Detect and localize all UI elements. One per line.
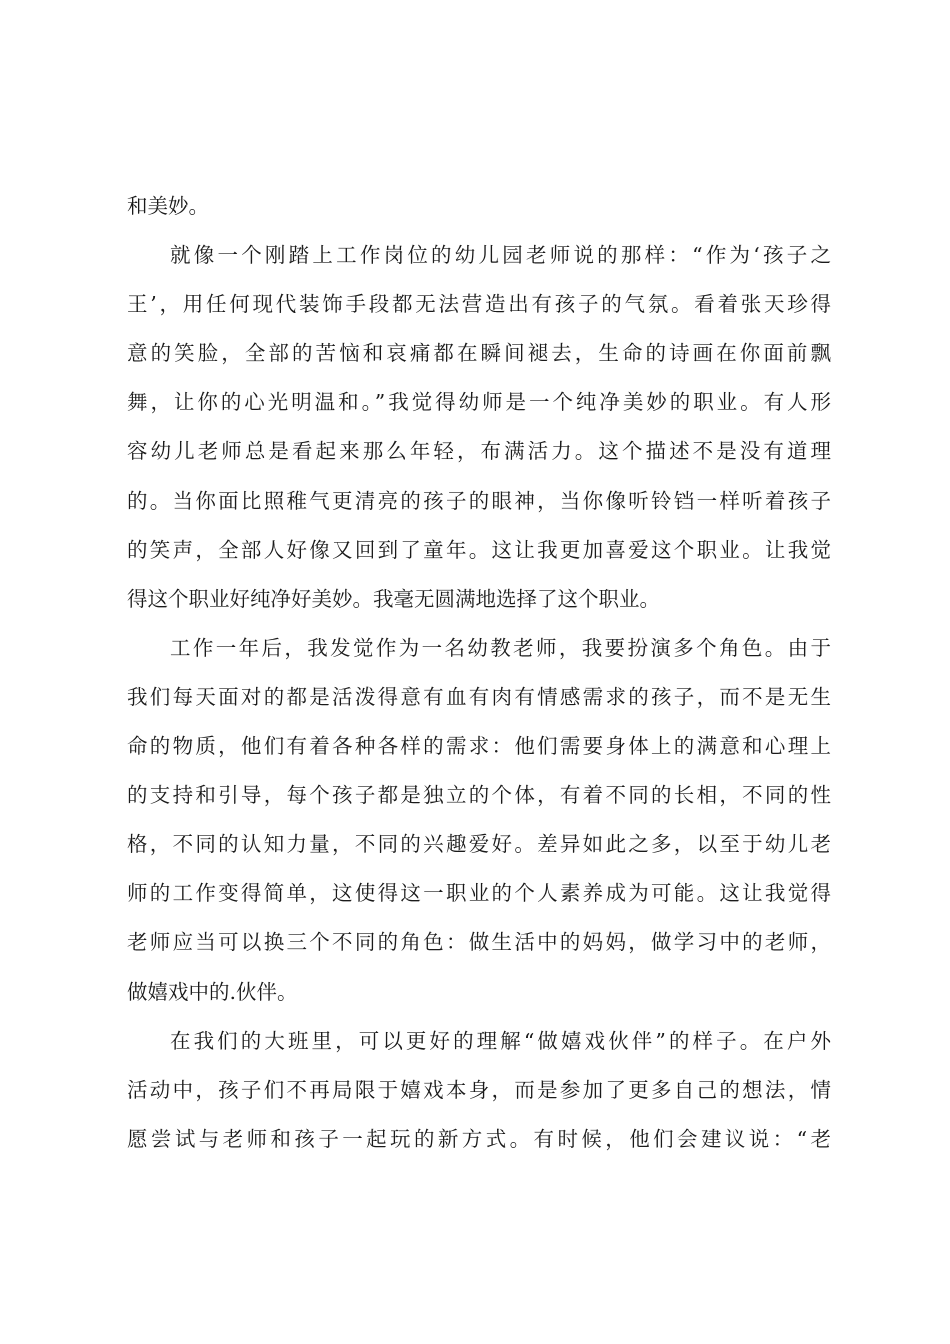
text-line: 容幼儿老师总是看起来那么年轻，布满活力。这个描述不是没有道理 <box>127 439 831 464</box>
document-body <box>127 182 831 1164</box>
text-line: 活动中，孩子们不再局限于嬉戏本身，而是参加了更多自己的想法，情 <box>127 1077 831 1102</box>
text-line: 命的物质，他们有着各种各样的需求：他们需要身体上的满意和心理上 <box>127 734 831 759</box>
text-line: 舞，让你的心光明温和。”我觉得幼师是一个纯净美妙的职业。有人形 <box>127 390 831 415</box>
text-line: 意的笑脸，全部的苦恼和哀痛都在瞬间褪去，生命的诗画在你面前飘 <box>127 341 831 366</box>
text-line: 我们每天面对的都是活泼得意有血有肉有情感需求的孩子，而不是无生 <box>127 684 831 709</box>
text-line: 工作一年后，我发觉作为一名幼教老师，我要扮演多个角色。由于 <box>170 635 831 660</box>
text-line: 的支持和引导，每个孩子都是独立的个体，有着不同的长相，不同的性 <box>127 783 831 808</box>
text-line: 和美妙。 <box>127 194 209 218</box>
text-line: 的。当你面比照稚气更清亮的孩子的眼神，当你像听铃铛一样听着孩子 <box>127 488 831 513</box>
text-line: 王’，用任何现代装饰手段都无法营造出有孩子的气氛。看着张天珍得 <box>127 292 831 317</box>
text-line: 的笑声，全部人好像又回到了童年。这让我更加喜爱这个职业。让我觉 <box>127 537 831 562</box>
text-line: 师的工作变得简单，这使得这一职业的个人素养成为可能。这让我觉得 <box>127 881 831 906</box>
text-line: 格，不同的认知力量，不同的兴趣爱好。差异如此之多，以至于幼儿老 <box>127 832 831 857</box>
text-line: 愿尝试与老师和孩子一起玩的新方式。有时候，他们会建议说：“老 <box>127 1126 831 1151</box>
text-line: 得这个职业好纯净好美妙。我毫无圆满地选择了这个职业。 <box>127 586 660 611</box>
text-line: 就像一个刚踏上工作岗位的幼儿园老师说的那样：“作为‘孩子之 <box>170 243 831 268</box>
text-line: 在我们的大班里，可以更好的理解“做嬉戏伙伴”的样子。在户外 <box>170 1028 831 1053</box>
text-line: 老师应当可以换三个不同的角色：做生活中的妈妈，做学习中的老师， <box>127 930 831 955</box>
text-line: 做嬉戏中的.伙伴。 <box>127 979 298 1004</box>
